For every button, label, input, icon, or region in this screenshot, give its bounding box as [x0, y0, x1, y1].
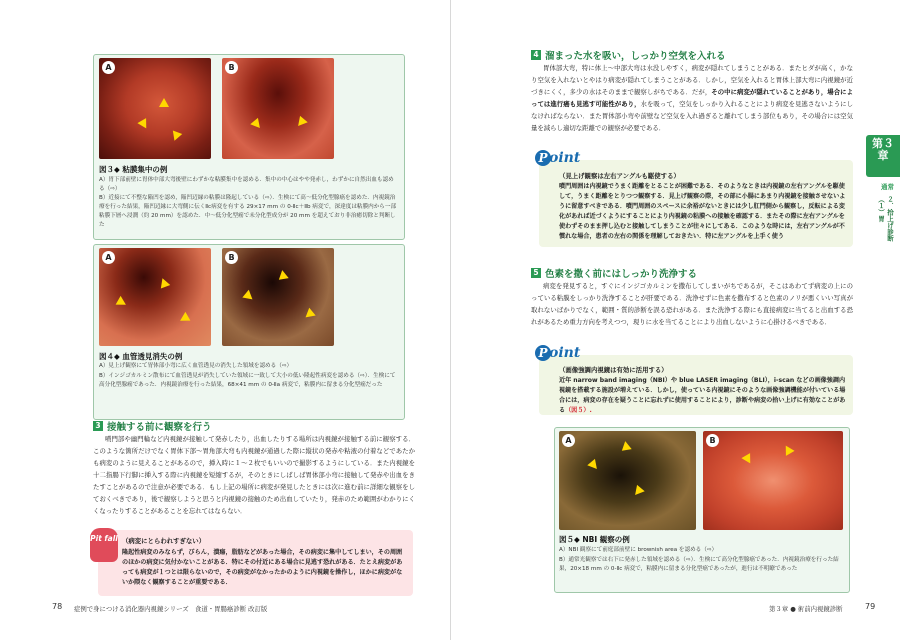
figure-5-reference[interactable]: （図５）. [565, 407, 592, 414]
photo-label: A [102, 251, 115, 264]
yellow-arrow-icon [277, 269, 288, 280]
section-number: 5 [531, 268, 541, 278]
figure-3-caption-a: A）胃下部前壁に胃体中部大弯後壁にわずかな粘膜集中を認める．集中の中心はやや発赤し，わずかに自然出血も認める（⇨） [99, 177, 394, 192]
section-4-heading [531, 48, 726, 62]
photo-label: B [706, 434, 719, 447]
section-title: 接触する前に観察を行う [107, 422, 212, 433]
point-badge-2: Point [535, 345, 580, 361]
point-p-icon: P [535, 345, 551, 361]
section-5-heading [531, 266, 697, 280]
section-number: 3 [93, 421, 103, 431]
fig4-photo-b [222, 248, 334, 346]
yellow-arrow-icon [250, 118, 263, 131]
section-3-paragraph: 噴門部や幽門輪など内視鏡が接触して発赤したり，出血したりする場所は内視鏡が接触する前に観察する．このような箇所だけでなく胃体下部～胃角部大弯も内視鏡が通過した際に縦状の発赤や粘液の付着などであたかも病変のように見えることがあるので，挿入時に１～２枚でもいいので撮影するようにしている．また内視鏡を十二指腸下行脚に挿入する際に内視鏡を短縮するが，そのときにしばしば胃体部小弯に接触して発赤や出血をきたすことがあるので注意が必要である．もし上記の場所に病変が発見したときには次に進む前に詳細な観察をしておくべきであり，後で観察しようと思うと内視鏡の接触のため出血していたり，発赤のため範囲がわかりにくくなったりすることがあることを忘れてはならない． [93, 435, 415, 515]
right-footer-chapter: 第３章 ● 術前内視鏡診断 [769, 605, 843, 613]
section-title: 色素を撒く前にはしっかり洗浄する [545, 269, 698, 280]
photo-label: A [102, 61, 115, 74]
fig3-photo-a [99, 58, 211, 159]
yellow-arrow-icon [170, 131, 182, 143]
photo-label: B [225, 61, 238, 74]
figure-3-caption-b: B）近接にて不整な陥凹を認め，陥凹辺縁の粘膜は隆起している（⇨）．生検にて高～低分化型腺癌を認めた．内視鏡治療を行った結果，陥凹辺縁に大弯側に伝くⅡc病変を有する 29×17 mm の 0-Ⅱc＋Ⅱb 病変で，深達度は粘膜内から一部粘膜下層へ浸潤（約 20 mm）を認めた．中～低分化型癌で未分化型成分が 20 mm を超えており非治癒切除と判断した [99, 195, 397, 228]
yellow-arrow-icon [294, 116, 307, 129]
fig5-photo-b [703, 431, 843, 530]
point-1-title: （見上げ観察は左右アングルも駆使する） [559, 172, 680, 180]
figure-3-title: 図３◆ 粘膜集中の例 [99, 165, 168, 174]
pitfall-badge: Pit fall [90, 528, 118, 562]
point-2-title: （画像強調内視鏡は有効に活用する） [559, 366, 668, 374]
section-4-paragraph: 胃体部大弯，特に体上～中部大弯は水没しやすく，病変が隠れてしまうことがある．またヒダが高く，かなり空気を入れないとやはり病変が隠れてしまうことがある．しかし，空気を入れると胃体上部大弯に内視鏡が近づきにくく，多少の水はそのままで観察しがちである．だが，その中に病変が隠れていることがあり，場合によっては進行癌も見逃す可能性があり，水を吸って，空気をしっかり入れることにより病変を見逃さないようにしなければならない．また胃体部小弯や前壁など空気を入れ過ぎると離れてしまう部位もあり，その場合には空気量を減らし適切な距離での観察が必要である． [531, 64, 854, 132]
point-p-icon: P [535, 150, 551, 166]
yellow-arrow-icon [741, 453, 754, 466]
point-2-text: 近年 narrow band imaging（NBI）や blue LASER imaging（BLI），i-scan などの画像強調内視鏡を搭載する施設が増えている．しかし，使っている内視鏡にそのような画像強調機能が付いている場合には，病変の存在を疑うことに忘れずに使用することにより，診断や病変の拾い上げに有効なことがある（図５）. [559, 377, 846, 414]
side-label-normal: 通常 [881, 183, 894, 191]
yellow-arrow-icon [302, 308, 315, 321]
yellow-arrow-icon [159, 98, 169, 107]
point-1-text: 噴門周囲は内視鏡でうまく距離をとることが困難である．そのようなときは内視鏡の左右アングルを駆使して，うまく距離をとりつつ観察する．見上げ観察の際，その部に小腸にあまり内視鏡を接触させないように留意すべきである．噴門周囲のスペースに余裕がないときには少し肛門側から観察し，反転による変化があれば近づくようにすることにより内視鏡の粘膜への接触を確認する．またその際に左右アングルを使わずそのまま押し込むと接触してしまうことが往々にしてある．このような時には，左右アングルが不慣れな場合，患者の左右の関係を理解しておきたい．特に左アングルを上手く使う [559, 183, 846, 240]
figure-4-caption-b: B）インジゴカルミン散布にて血管透見が消失していた領域に一致して大小の低い隆起性病変を認める（⇨）．生検にて高分化型腺癌であった．内視鏡治療を行った結果，68×41 mm の 0-Ⅱa 病変で，粘膜内に留まる分化型癌だった [99, 373, 396, 388]
figure-5-title: 図５◆ NBI 観察の例 [559, 535, 630, 544]
left-page-number: 78 [52, 602, 63, 611]
right-page-number: 79 [865, 602, 876, 611]
fig4-photo-a [99, 248, 211, 346]
yellow-arrow-icon [178, 312, 191, 325]
chapter-tab[interactable]: 第３ 章 [866, 135, 900, 177]
point-badge-1: Point [535, 150, 580, 166]
side-label-section: ２．拾上げ診断（１）胃 [877, 196, 894, 242]
yellow-arrow-icon [158, 277, 170, 289]
section-number: 4 [531, 50, 541, 60]
fig3-photo-b [222, 58, 334, 159]
yellow-arrow-icon [137, 118, 150, 131]
yellow-arrow-icon [587, 459, 600, 472]
pitfall-text: 隆起性病変のみならず，びらん，潰瘍，脂肪などがあった場合，その病変に集中してしまい，その周囲のほかの病変に気付かないことがある．特にその付近にある場合に見逃す恐れがある．たとえ病変があっても病変が１つとは限らないので，その病変がなかったかのように内視鏡を操作し，ほかに病変がないか隈なく観察することが重要である． [122, 549, 403, 586]
pitfall-title: （病変にとらわれすぎない） [122, 537, 206, 545]
left-footer-series: 症例で身につける消化器内視鏡シリーズ 食道・胃腸癌診断 改訂版 [74, 605, 268, 613]
figure-5-caption-b: B）通常光観察では右下に発赤した領域を認める（⇨）．生検にて高分化型腺癌であった．内視鏡治療を行った結果，20×18 mm の 0-Ⅱc 病変で，粘膜内に留まる分化型癌であったが，進行は不明瞭であった [559, 557, 839, 572]
photo-label: B [225, 251, 238, 264]
section-5-paragraph: 病変を発見すると，すぐにインジゴカルミンを撒布してしまいがちであるが，そこはあわてず病変の上にのっている粘膜をしっかり洗浄することが肝要である．洗浄せずに色素を撒布すると色素のノリが悪くいい写真が取れないばかりでなく，範囲・質的診断を誤る恐れがある．また洗浄する際にも直接病変に当てると出血する恐れがあるため重力方向を考えつつ，現りに水を当てることにより出血しないように心掛けるべきである． [531, 282, 853, 326]
yellow-arrow-icon [781, 443, 794, 456]
section-3-heading [93, 419, 212, 433]
yellow-arrow-icon [620, 440, 631, 451]
photo-label: A [562, 434, 575, 447]
section-title: 溜まった水を吸い，しっかり空気を入れる [545, 51, 726, 62]
figure-5-caption-a: A）NBI 観察にて前庭部前壁に brownish area を認める（⇨） [559, 547, 718, 553]
right-page [450, 0, 900, 640]
yellow-arrow-icon [631, 485, 644, 498]
fig5-photo-a [559, 431, 696, 530]
figure-4-caption-a: A）見上げ観察にて胃体部小弯に広く血管透見の消失した領域を認める（⇨） [99, 363, 293, 369]
yellow-arrow-icon [242, 290, 255, 303]
yellow-arrow-icon [116, 296, 129, 309]
figure-4-title: 図４◆ 血管透見消失の例 [99, 352, 183, 361]
